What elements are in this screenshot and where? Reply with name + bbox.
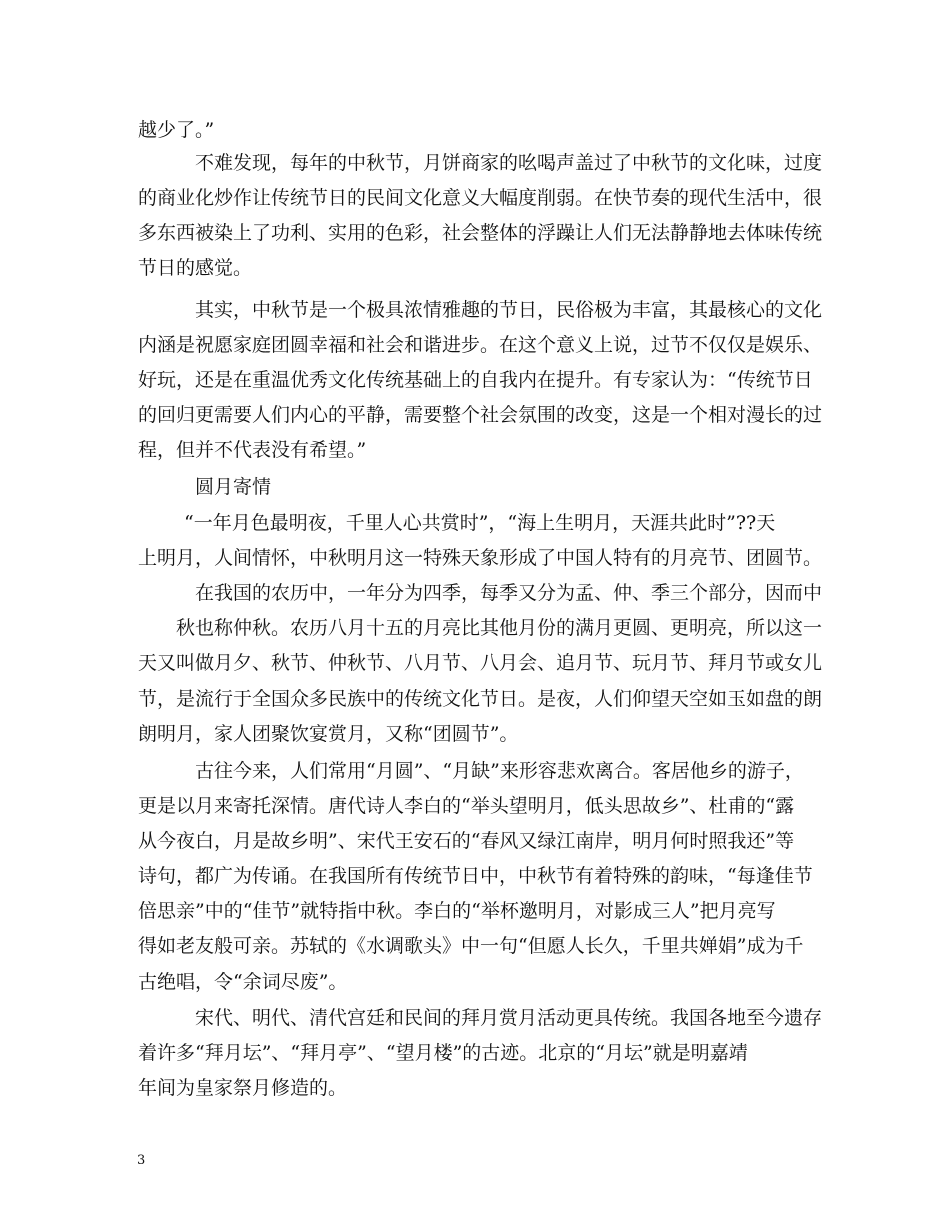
text-line: 的回归更需要人们内心的平静，需要整个社会氛围的改变，这是一个相对漫长的过	[138, 404, 823, 426]
paragraph-start-line: 在我国的农历中，一年分为四季，每季又分为孟、仲、季三个部分，因而中	[195, 582, 823, 604]
text-line: 古绝唱，令“余词尽废”。	[138, 971, 348, 993]
paragraph-start-line: 古往今来，人们常用“月圆”、“月缺”来形容悲欢离合。客居他乡的游子，	[195, 760, 804, 782]
text-line: 年间为皇家祭月修造的。	[138, 1077, 348, 1099]
text-line: 的商业化炒作让传统节日的民间文化意义大幅度削弱。在快节奏的现代生活中，很	[138, 187, 823, 209]
text-line: 得如老友般可亲。苏轼的《水调歌头》中一句“但愿人长久，千里共婵娟”成为千	[138, 935, 804, 957]
text-line: 上明月，人间情怀，中秋明月这一特殊天象形成了中国人特有的月亮节、团圆节。	[138, 547, 823, 569]
paragraph-start-line: 其实，中秋节是一个极具浓情雅趣的节日，民俗极为丰富，其最核心的文化	[195, 299, 823, 321]
text-line: 好玩，还是在重温优秀文化传统基础上的自我内在提升。有专家认为：“传统节日	[138, 369, 813, 391]
page-number: 3	[137, 1153, 146, 1168]
text-line: 节日的感觉。	[138, 257, 253, 279]
text-line: 秋也称仲秋。农历八月十五的月亮比其他月份的满月更圆、更明亮，所以这一	[176, 617, 823, 639]
text-line: 内涵是祝愿家庭团圆幸福和社会和谐进步。在这个意义上说，过节不仅仅是娱乐、	[138, 334, 823, 356]
text-line: 节，是流行于全国众多民族中的传统文化节日。是夜，人们仰望天空如玉如盘的朗	[138, 688, 823, 710]
text-line: 越少了。”	[138, 119, 215, 141]
text-line: 天又叫做月夕、秋节、仲秋节、八月节、八月会、追月节、玩月节、拜月节或女儿	[138, 652, 823, 674]
text-line: 程，但并不代表没有希望。”	[138, 439, 367, 461]
text-line: 多东西被染上了功利、实用的色彩，社会整体的浮躁让人们无法静静地去体味传统	[138, 222, 823, 244]
text-line: 诗句，都广为传诵。在我国所有传统节日中，中秋节有着特殊的韵味，“每逢佳节	[138, 865, 813, 887]
paragraph-start-line: “一年月色最明夜，千里人心共赏时”，“海上生明月，天涯共此时”??天	[184, 512, 776, 534]
paragraph-start-line: 宋代、明代、清代宫廷和民间的拜月赏月活动更具传统。我国各地至今遗存	[195, 1007, 823, 1029]
text-line: 更是以月来寄托深情。唐代诗人李白的“举头望明月，低头思故乡”、杜甫的“露	[138, 795, 795, 817]
paragraph-start-line: 不难发现，每年的中秋节，月饼商家的吆喝声盖过了中秋节的文化味，过度	[195, 152, 823, 174]
text-line: 从今夜白，月是故乡明”、宋代王安石的“春风又绿江南岸，明月何时照我还”等	[138, 830, 795, 852]
section-heading: 圆月寄情	[195, 476, 272, 498]
text-line: 着许多“拜月坛”、“拜月亭”、“望月楼”的古迹。北京的“月坛”就是明嘉靖	[138, 1042, 748, 1064]
text-line: 倍思亲”中的“佳节”就特指中秋。李白的“举杯邀明月，对影成三人”把月亮写	[138, 900, 776, 922]
text-line: 朗明月，家人团聚饮宴赏月，又称“团圆节”。	[138, 723, 519, 745]
